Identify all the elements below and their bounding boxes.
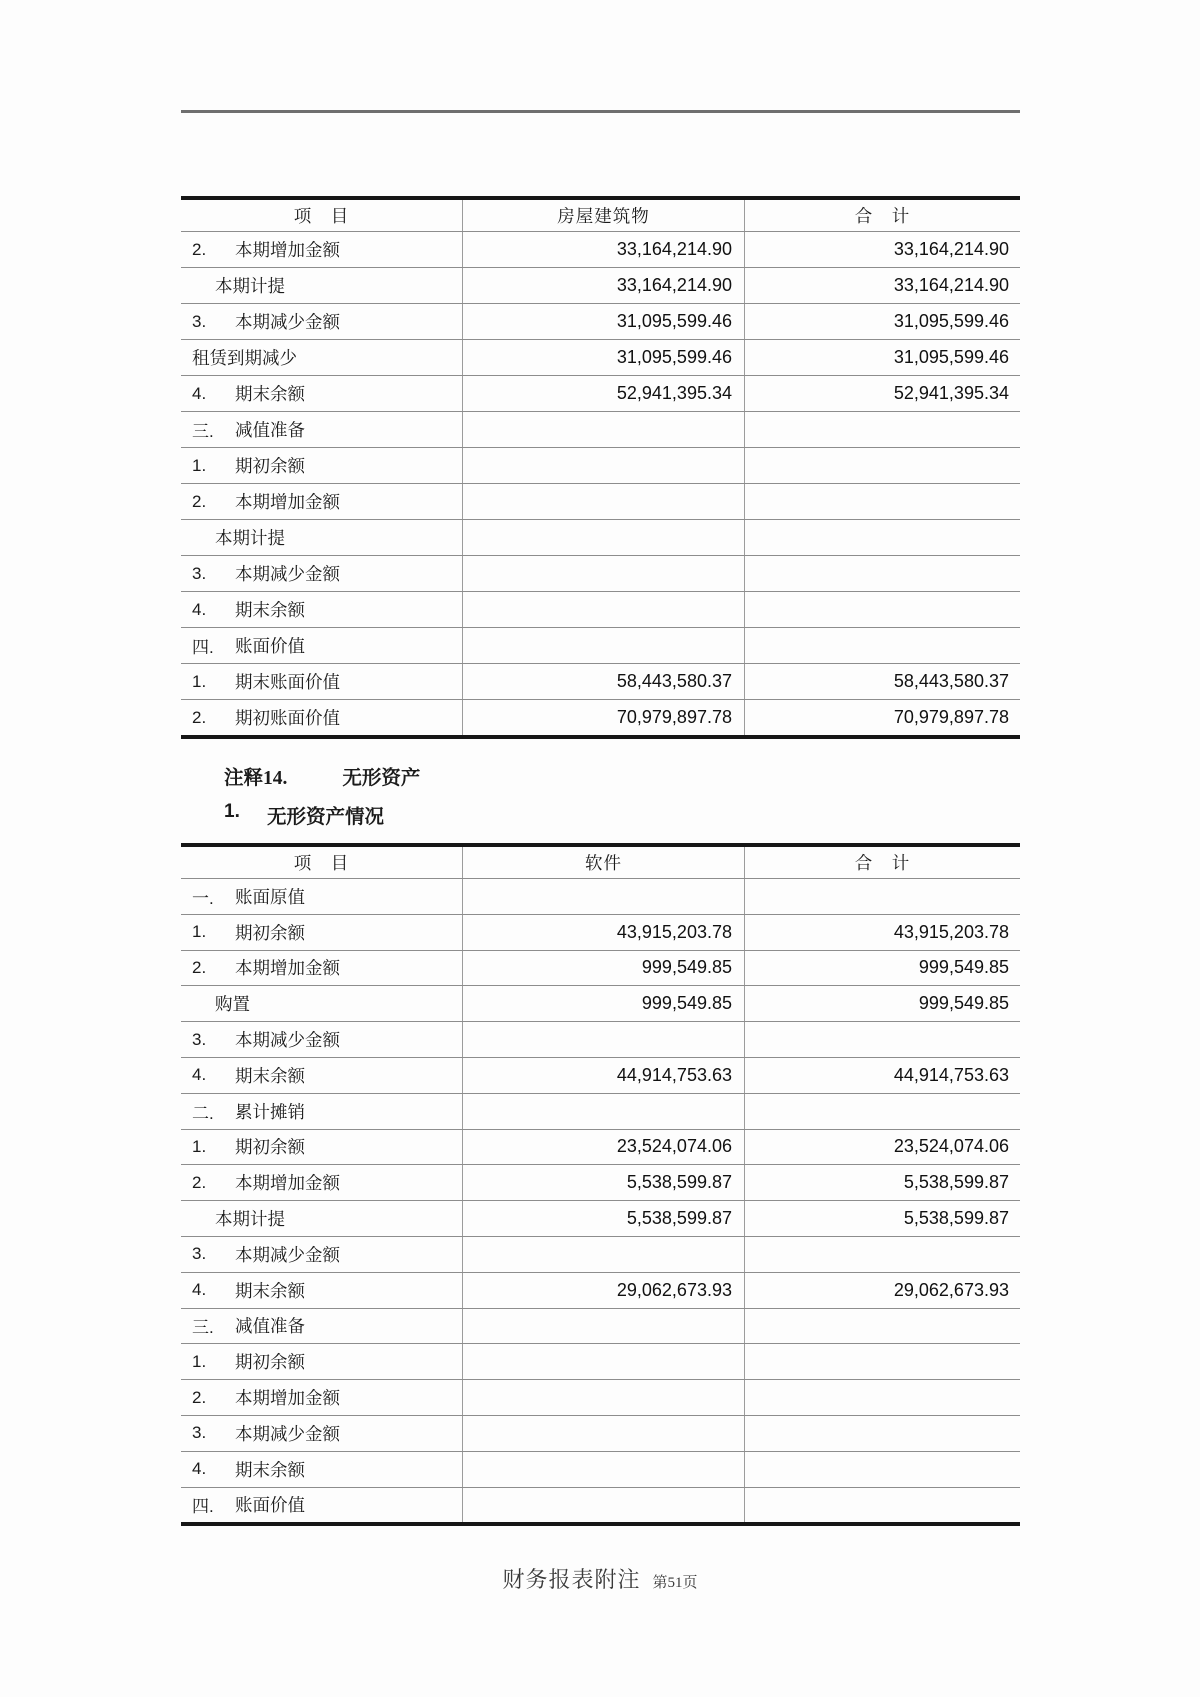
row-label-cell — [181, 1201, 462, 1236]
row-value-total — [745, 879, 1020, 914]
row-label-cell — [181, 1380, 462, 1415]
row-value-total — [745, 1380, 1020, 1415]
row-label: 本期计提 — [215, 276, 285, 296]
table-row — [181, 1130, 1020, 1166]
row-value-total — [745, 556, 1020, 591]
row-value-col1 — [462, 556, 745, 591]
row-label: 本期计提 — [215, 528, 285, 548]
footer-title: 财务报表附注 — [502, 1567, 641, 1592]
row-label: 期初账面价值 — [235, 708, 340, 728]
row-value-col1: 70,979,897.78 — [462, 700, 745, 735]
row-value-col1 — [462, 448, 745, 483]
table-row — [181, 484, 1020, 520]
row-label: 购置 — [215, 994, 250, 1015]
footer-page-number: 第51页 — [652, 1575, 698, 1591]
row-number: 四. — [192, 638, 214, 657]
row-value-col1: 5,538,599.87 — [462, 1165, 745, 1200]
row-label: 期初余额 — [235, 1352, 305, 1373]
table-row — [181, 376, 1020, 412]
row-label: 减值准备 — [235, 420, 305, 440]
row-value-col1 — [462, 1237, 745, 1272]
table-row — [181, 951, 1020, 987]
row-value-total: 5,538,599.87 — [903, 1208, 1009, 1229]
table-header-row — [181, 200, 1020, 232]
table-row — [181, 986, 1020, 1022]
row-value-col1 — [462, 592, 745, 627]
row-label: 期初余额 — [235, 456, 305, 476]
header-item: 项 目 — [293, 206, 350, 226]
row-value-col1 — [462, 1380, 745, 1415]
row-value-col1: 999,549.85 — [462, 986, 745, 1021]
row-value-total: 999,549.85 — [918, 993, 1009, 1014]
table-row — [181, 1488, 1020, 1523]
sub-heading-number: 1. — [224, 801, 240, 822]
row-value-total — [745, 1022, 1020, 1057]
row-value-total: 33,164,214.90 — [893, 275, 1009, 295]
row-value-total — [745, 520, 1020, 555]
row-value-total: 58,443,580.37 — [893, 671, 1009, 691]
header-buildings: 房屋建筑物 — [462, 200, 745, 231]
row-value-col1: 43,915,203.78 — [462, 915, 745, 950]
row-value-total — [745, 1344, 1020, 1379]
table-row — [181, 664, 1020, 700]
row-label: 期初余额 — [235, 1137, 305, 1158]
header-software: 软件 — [462, 847, 745, 878]
table-row — [181, 628, 1020, 664]
row-label: 本期增加金额 — [235, 492, 340, 512]
row-value-col1: 33,164,214.90 — [462, 232, 745, 267]
row-value-total — [745, 1416, 1020, 1451]
row-label: 本期增加金额 — [235, 240, 340, 260]
table-row — [181, 556, 1020, 592]
note-number: 注释14. — [224, 768, 288, 789]
row-number: 4. — [192, 1280, 207, 1300]
row-label: 期末余额 — [235, 1065, 305, 1086]
row-value-col1 — [462, 1309, 745, 1344]
row-value-col1 — [462, 412, 745, 447]
row-label: 账面价值 — [235, 636, 305, 656]
row-value-col1 — [462, 1452, 745, 1487]
row-number: 一. — [192, 888, 214, 908]
row-value-col1: 44,914,753.63 — [462, 1058, 745, 1093]
row-value-total — [745, 628, 1020, 663]
row-value-col1 — [462, 1416, 745, 1451]
page-top-rule — [181, 110, 1020, 113]
row-value-col1: 58,443,580.37 — [462, 664, 745, 699]
table-row — [181, 1452, 1020, 1488]
fixed-assets-table — [181, 196, 1020, 739]
row-label: 期初余额 — [235, 922, 305, 943]
row-value-total: 23,524,074.06 — [893, 1136, 1009, 1157]
row-number: 2. — [192, 1387, 207, 1407]
row-value-col1 — [462, 520, 745, 555]
note-heading — [224, 762, 420, 790]
row-number: 1. — [192, 671, 207, 691]
row-number: 4. — [192, 1459, 207, 1479]
row-label-cell — [181, 1237, 462, 1272]
row-label: 本期增加金额 — [235, 1388, 340, 1409]
row-number: 2. — [192, 239, 207, 259]
table-row — [181, 1237, 1020, 1273]
table-body — [181, 232, 1020, 735]
row-number: 2. — [192, 1172, 207, 1192]
row-number: 4. — [192, 383, 207, 403]
row-value-col1 — [462, 1488, 745, 1523]
row-number: 四. — [192, 1497, 214, 1517]
row-label-cell — [181, 1022, 462, 1057]
table-row — [181, 1380, 1020, 1416]
sub-heading-title: 无形资产情况 — [267, 807, 385, 828]
row-value-total — [745, 1452, 1020, 1487]
row-label-cell — [181, 628, 462, 663]
row-value-total: 52,941,395.34 — [893, 383, 1009, 403]
row-label: 减值准备 — [235, 1316, 305, 1337]
row-value-col1 — [462, 484, 745, 519]
row-number: 二. — [192, 1103, 214, 1123]
table-row — [181, 232, 1020, 268]
row-value-total: 33,164,214.90 — [893, 239, 1009, 259]
table-row — [181, 340, 1020, 376]
row-label: 本期减少金额 — [235, 1423, 340, 1444]
row-number: 三. — [192, 1318, 214, 1338]
row-number: 3. — [192, 1029, 207, 1049]
row-label-cell — [181, 1058, 462, 1093]
row-label-cell — [181, 268, 462, 303]
row-value-col1: 31,095,599.46 — [462, 340, 745, 375]
table-row — [181, 1309, 1020, 1345]
row-label-cell — [181, 1130, 462, 1165]
row-label-cell — [181, 232, 462, 267]
row-value-total — [745, 412, 1020, 447]
row-number: 4. — [192, 1065, 207, 1085]
table-row — [181, 412, 1020, 448]
row-label: 期末余额 — [235, 384, 305, 404]
row-number: 2. — [192, 707, 207, 727]
row-value-total — [745, 1237, 1020, 1272]
row-label: 本期增加金额 — [235, 1173, 340, 1194]
row-label-cell — [181, 340, 462, 375]
row-label: 本期减少金额 — [235, 564, 340, 584]
row-label: 账面原值 — [235, 886, 305, 907]
row-label: 期末余额 — [235, 1459, 305, 1480]
row-label: 期末余额 — [235, 600, 305, 620]
row-number: 4. — [192, 599, 207, 619]
row-value-total: 31,095,599.46 — [893, 347, 1009, 367]
row-label-cell — [181, 879, 462, 914]
row-label-cell — [181, 520, 462, 555]
row-value-total: 70,979,897.78 — [893, 707, 1009, 727]
table-row — [181, 1058, 1020, 1094]
row-number: 3. — [192, 1244, 207, 1264]
row-label-cell — [181, 951, 462, 986]
row-label-cell — [181, 448, 462, 483]
row-value-col1: 29,062,673.93 — [462, 1273, 745, 1308]
row-value-col1: 999,549.85 — [462, 951, 745, 986]
row-label-cell — [181, 484, 462, 519]
row-label-cell — [181, 556, 462, 591]
table-row — [181, 1273, 1020, 1309]
row-value-col1: 23,524,074.06 — [462, 1130, 745, 1165]
table-row — [181, 915, 1020, 951]
page-footer — [0, 1563, 1200, 1594]
table-header-row — [181, 847, 1020, 879]
row-label: 账面价值 — [235, 1495, 305, 1516]
row-value-total — [745, 1094, 1020, 1129]
row-value-total — [745, 592, 1020, 627]
row-value-col1 — [462, 879, 745, 914]
row-number: 1. — [192, 922, 207, 942]
header-total: 合 计 — [854, 206, 911, 226]
table-body — [181, 879, 1020, 1522]
row-value-total: 5,538,599.87 — [903, 1172, 1009, 1193]
table-row — [181, 520, 1020, 556]
row-value-total: 31,095,599.46 — [893, 311, 1009, 331]
table-row — [181, 700, 1020, 735]
row-value-total — [745, 448, 1020, 483]
row-value-total — [745, 484, 1020, 519]
row-label-cell — [181, 700, 462, 735]
row-label: 本期增加金额 — [235, 958, 340, 979]
row-label-cell — [181, 1452, 462, 1487]
row-number: 3. — [192, 311, 207, 331]
table-row — [181, 268, 1020, 304]
row-value-col1 — [462, 628, 745, 663]
row-label-cell — [181, 376, 462, 411]
table-row — [181, 592, 1020, 628]
row-label: 本期减少金额 — [235, 312, 340, 332]
row-label-cell — [181, 986, 462, 1021]
table-row — [181, 304, 1020, 340]
table-row — [181, 1344, 1020, 1380]
sub-heading — [224, 801, 384, 829]
row-number: 1. — [192, 1351, 207, 1371]
row-label-cell — [181, 1416, 462, 1451]
row-value-total: 29,062,673.93 — [893, 1279, 1009, 1300]
row-value-total — [745, 1309, 1020, 1344]
table-row — [181, 448, 1020, 484]
row-number: 2. — [192, 491, 207, 511]
table-row — [181, 1201, 1020, 1237]
table-row — [181, 1022, 1020, 1058]
table-row — [181, 1165, 1020, 1201]
row-value-col1 — [462, 1094, 745, 1129]
row-value-col1 — [462, 1344, 745, 1379]
row-value-col1: 31,095,599.46 — [462, 304, 745, 339]
note-title: 无形资产 — [342, 768, 421, 789]
row-value-total — [745, 1488, 1020, 1523]
row-label: 累计摊销 — [235, 1101, 305, 1122]
row-value-col1: 5,538,599.87 — [462, 1201, 745, 1236]
row-label-cell — [181, 1488, 462, 1523]
row-label-cell — [181, 664, 462, 699]
row-label: 期末账面价值 — [235, 672, 340, 692]
table-row — [181, 879, 1020, 915]
table-row — [181, 1416, 1020, 1452]
row-label: 期末余额 — [235, 1280, 305, 1301]
row-label: 租赁到期减少 — [192, 348, 297, 368]
row-label-cell — [181, 1273, 462, 1308]
intangible-assets-table — [181, 843, 1020, 1526]
row-number: 3. — [192, 1423, 207, 1443]
row-number: 3. — [192, 563, 207, 583]
row-number: 1. — [192, 1136, 207, 1156]
row-label-cell — [181, 1309, 462, 1344]
row-label-cell — [181, 915, 462, 950]
row-label-cell — [181, 1094, 462, 1129]
header-total: 合 计 — [854, 853, 911, 873]
header-item: 项 目 — [293, 853, 350, 873]
row-value-col1: 52,941,395.34 — [462, 376, 745, 411]
row-number: 2. — [192, 957, 207, 977]
row-label: 本期减少金额 — [235, 1030, 340, 1051]
row-number: 三. — [192, 422, 214, 441]
row-number: 1. — [192, 455, 207, 475]
row-value-total: 43,915,203.78 — [893, 921, 1009, 942]
row-label-cell — [181, 1165, 462, 1200]
row-value-total: 999,549.85 — [918, 957, 1009, 978]
row-label: 本期计提 — [215, 1209, 285, 1230]
row-label-cell — [181, 1344, 462, 1379]
row-label-cell — [181, 592, 462, 627]
row-value-col1: 33,164,214.90 — [462, 268, 745, 303]
row-label-cell — [181, 412, 462, 447]
row-value-total: 44,914,753.63 — [893, 1064, 1009, 1085]
row-label: 本期减少金额 — [235, 1244, 340, 1265]
row-label-cell — [181, 304, 462, 339]
row-value-col1 — [462, 1022, 745, 1057]
table-row — [181, 1094, 1020, 1130]
